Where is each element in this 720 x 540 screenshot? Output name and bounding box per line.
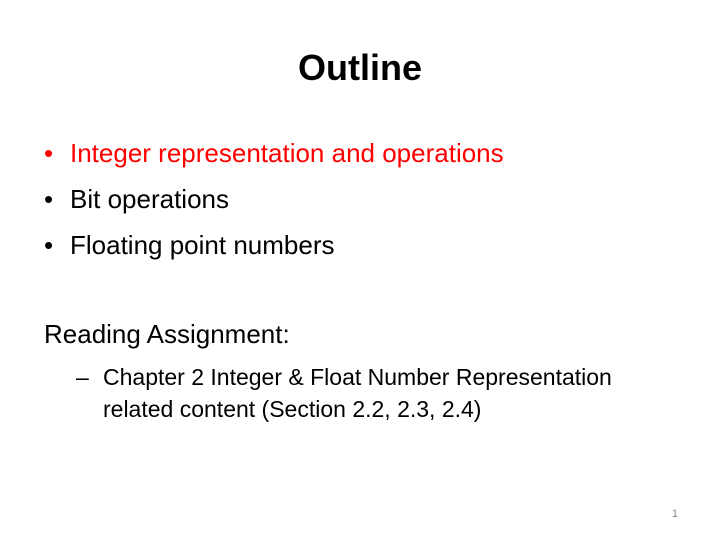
bullet-icon: •	[44, 184, 54, 214]
bullet-item-bit-operations	[44, 176, 504, 222]
bullet-item-floating-point	[44, 222, 504, 268]
bullet-icon: •	[44, 138, 54, 168]
reading-item-chapter-2	[76, 361, 686, 425]
dash-icon: –	[76, 364, 89, 390]
bullet-item-integer	[44, 130, 504, 176]
reading-assignment-heading: Reading Assignment:	[44, 319, 290, 349]
bullet-text: Floating point numbers	[70, 230, 335, 260]
bullet-icon: •	[44, 230, 54, 260]
page-number: 1	[671, 508, 678, 520]
bullet-text: Bit operations	[70, 184, 229, 214]
slide-title: Outline	[298, 47, 422, 88]
reading-item-text: Chapter 2 Integer & Float Number Representation related content (Section 2.2, 2.3, 2.4)	[103, 364, 612, 422]
bullet-text: Integer representation and operations	[70, 138, 504, 168]
bullet-list	[44, 130, 504, 268]
